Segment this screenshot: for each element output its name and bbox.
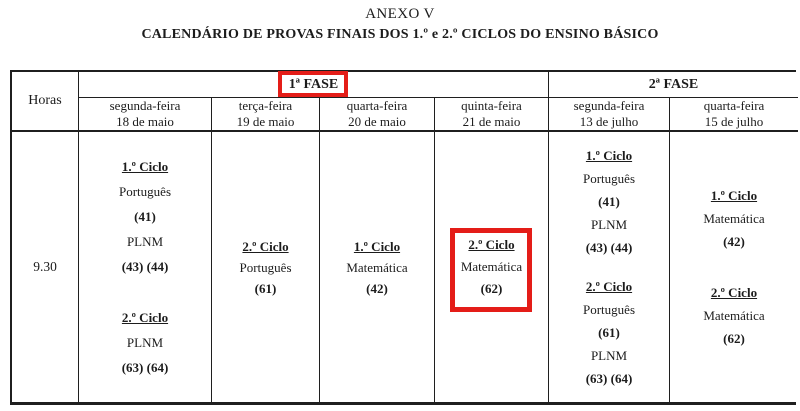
exam-code: (42) bbox=[366, 280, 388, 296]
document-title: ANEXO V bbox=[365, 6, 435, 22]
exam-group bbox=[583, 144, 635, 259]
exam-code: (41) bbox=[598, 194, 620, 209]
exam-group bbox=[122, 305, 169, 380]
hours-column-header: Horas bbox=[12, 72, 79, 132]
day-date: 13 de julho bbox=[579, 114, 639, 129]
day-header-monday-july bbox=[549, 98, 670, 132]
day-date: 21 de maio bbox=[462, 114, 521, 129]
exam-schedule-table bbox=[10, 70, 796, 405]
day-name: segunda-feira bbox=[109, 98, 181, 113]
exam-code: (42) bbox=[723, 234, 745, 249]
exam-code: (62) bbox=[480, 281, 503, 296]
exam-code: (61) bbox=[254, 280, 277, 296]
subject-name: Português bbox=[239, 259, 292, 275]
day-name: segunda-feira bbox=[573, 98, 645, 113]
day-header-thursday-may bbox=[435, 98, 549, 132]
exam-code: (43) (44) bbox=[585, 240, 633, 255]
day-name: quinta-feira bbox=[461, 98, 522, 113]
exam-cell-wednesday-may bbox=[320, 132, 435, 402]
exam-group bbox=[346, 236, 407, 299]
exam-cell-tuesday-may bbox=[212, 132, 320, 402]
cycle-heading: 2.º Ciclo bbox=[585, 279, 633, 294]
phase2-header: 2ª FASE bbox=[549, 72, 798, 98]
cycle-heading: 1.º Ciclo bbox=[710, 188, 758, 203]
highlight-box-thursday-exam bbox=[450, 228, 532, 312]
subject-name: Português bbox=[583, 302, 635, 317]
subject-name: Matemática bbox=[460, 259, 523, 274]
subject-name: PLNM bbox=[590, 217, 628, 232]
day-header-tuesday-may bbox=[212, 98, 320, 132]
cycle-heading: 1.º Ciclo bbox=[353, 238, 401, 254]
day-name: terça-feira bbox=[238, 98, 293, 113]
cycle-heading: 2.º Ciclo bbox=[710, 285, 758, 300]
cycle-heading: 1.º Ciclo bbox=[121, 159, 169, 174]
day-name: quarta-feira bbox=[703, 98, 765, 113]
day-header-monday-may bbox=[79, 98, 212, 132]
exam-cell-wednesday-july bbox=[670, 132, 798, 402]
time-slot-label: 9.30 bbox=[12, 132, 79, 402]
subject-name: Português bbox=[119, 184, 171, 199]
exam-group bbox=[703, 281, 764, 350]
subject-name: Português bbox=[583, 171, 635, 186]
subject-name: Matemática bbox=[703, 308, 765, 323]
cycle-heading: 1.º Ciclo bbox=[585, 148, 633, 163]
exam-code: (62) bbox=[723, 331, 745, 346]
exam-code: (63) (64) bbox=[585, 371, 633, 386]
subject-name: PLNM bbox=[590, 348, 628, 363]
document-subtitle: CALENDÁRIO DE PROVAS FINAIS DOS 1.º e 2.º CICLOS DO ENSINO BÁSICO bbox=[141, 27, 659, 42]
exam-cell-monday-july bbox=[549, 132, 670, 402]
cycle-heading: 2.º Ciclo bbox=[468, 237, 515, 252]
subject-name: Matemática bbox=[703, 211, 765, 226]
highlight-box-phase1 bbox=[278, 71, 348, 97]
subject-name: Matemática bbox=[346, 259, 408, 275]
day-date: 18 de maio bbox=[116, 114, 174, 129]
exam-group bbox=[583, 275, 635, 390]
exam-code: (61) bbox=[598, 325, 620, 340]
exam-code: (41) bbox=[134, 209, 156, 224]
phase1-header: 1ª FASE bbox=[79, 72, 549, 98]
day-name: quarta-feira bbox=[346, 98, 408, 113]
exam-group bbox=[240, 236, 292, 299]
subject-name: PLNM bbox=[126, 335, 164, 350]
subject-name: PLNM bbox=[126, 234, 164, 249]
day-date: 20 de maio bbox=[348, 114, 406, 129]
day-header-wednesday-july bbox=[670, 98, 798, 132]
exam-group bbox=[119, 154, 171, 279]
cycle-heading: 2.º Ciclo bbox=[121, 310, 169, 325]
exam-code: (43) (44) bbox=[121, 259, 169, 274]
day-date: 15 de julho bbox=[704, 114, 764, 129]
cycle-heading: 2.º Ciclo bbox=[242, 238, 289, 254]
day-header-wednesday-may bbox=[320, 98, 435, 132]
exam-code: (63) (64) bbox=[121, 360, 169, 375]
day-date: 19 de maio bbox=[236, 114, 295, 129]
exam-cell-monday-may bbox=[79, 132, 212, 402]
exam-group bbox=[703, 184, 764, 253]
